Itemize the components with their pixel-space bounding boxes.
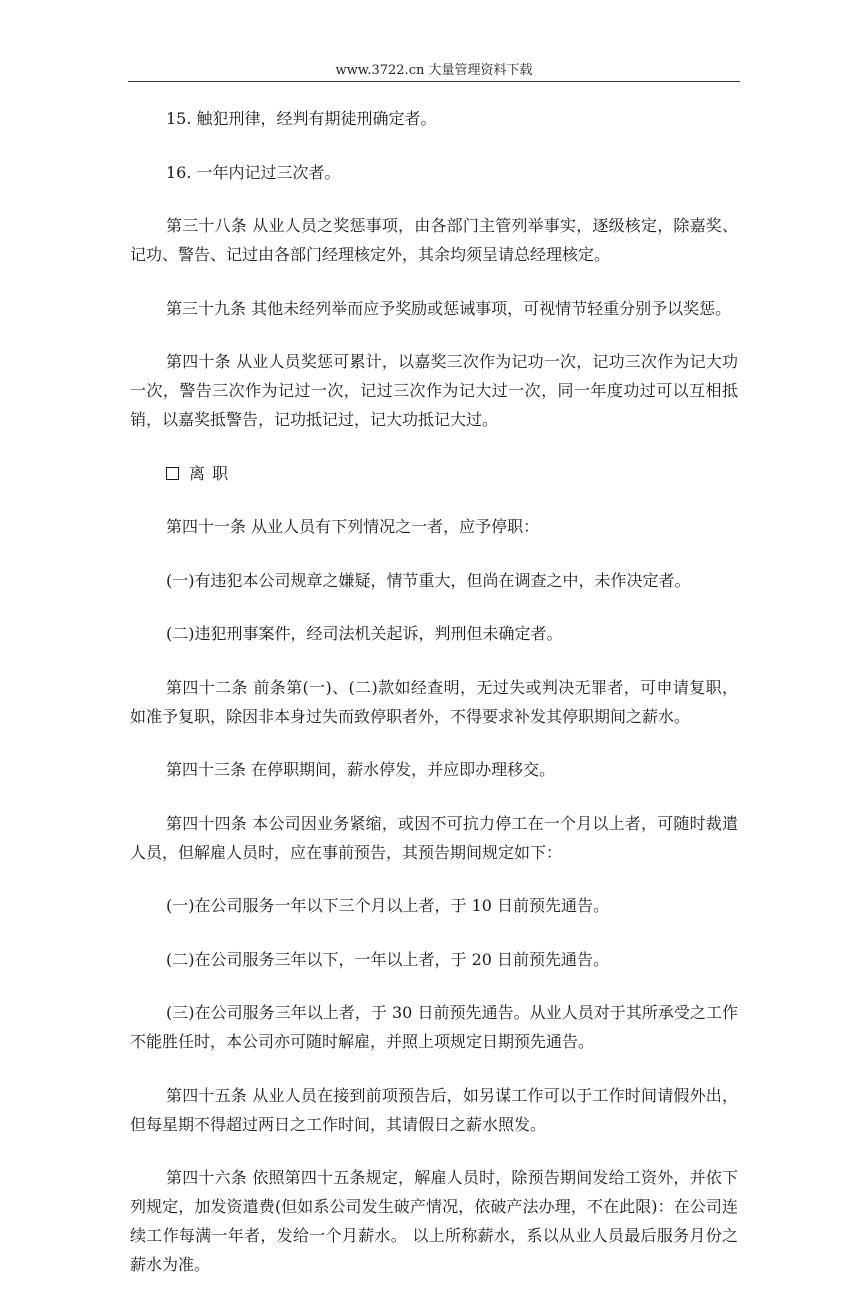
paragraph: 第四十二条 前条第(一)、(二)款如经查明，无过失或判决无罪者，可申请复职，如准予复职，除因非本身过失而致停职者外，不得要求补发其停职期间之薪水。: [130, 677, 738, 726]
paragraph: 16. 一年内记过三次者。: [166, 162, 341, 182]
page-header: [128, 62, 740, 82]
document-body: [130, 104, 738, 1304]
paragraph: 第三十九条 其他未经列举而应予奖励或惩诫事项，可视情节轻重分别予以奖惩。: [166, 298, 732, 318]
paragraph: 第四十五条 从业人员在接到前项预告后，如另谋工作可以于工作时间请假外出，但每星期不得超过两日之工作时间，其请假日之薪水照发。: [130, 1085, 738, 1134]
paragraph: 第四十条 从业人员奖惩可累计，以嘉奖三次作为记功一次，记功三次作为记大功一次，警告三次作为记过一次，记过三次作为记大过一次，同一年度功过可以互相抵销，以嘉奖抵警告，记功抵记过，记大功抵记大过。: [130, 352, 738, 429]
paragraph: 第四十四条 本公司因业务紧缩，或因不可抗力停工在一个月以上者，可随时裁遣人员，但解雇人员时，应在事前预告，其预告期间规定如下：: [130, 813, 738, 862]
paragraph: 第四十一条 从业人员有下列情况之一者，应予停职：: [166, 517, 540, 536]
checkbox-square-icon: [166, 467, 179, 480]
paragraph: 第四十三条 在停职期间，薪水停发，并应即办理移交。: [166, 760, 556, 779]
paragraph: 15. 触犯刑律，经判有期徒刑确定者。: [166, 109, 437, 128]
paragraph: (三)在公司服务三年以上者，于 30 日前预先通告。从业人员对于其所承受之工作不能胜任时，本公司亦可随时解雇，并照上项规定日期预先通告。: [130, 1003, 738, 1051]
header-divider: [128, 81, 740, 82]
paragraph: 第四十六条 依照第四十五条规定，解雇人员时，除预告期间发给工资外，并依下列规定，加发资遣费(但如系公司发生破产情况，依破产法办理，不在此限)：在公司连续工作每满一年者，发给一个月薪水。 以上所称薪水，系以从业人员最后服务月份之薪水为准。: [130, 1168, 738, 1274]
header-text: www.3722.cn 大量管理资料下载: [335, 63, 533, 78]
section-title: 离 职: [189, 463, 230, 483]
paragraph: (二)在公司服务三年以下，一年以上者，于 20 日前预先通告。: [166, 949, 610, 969]
paragraph: 第三十八条 从业人员之奖惩事项，由各部门主管列举事实，逐级核定，除嘉奖、记功、警告、记过由各部门经理核定外，其余均须呈请总经理核定。: [130, 216, 738, 264]
paragraph: (二)违犯刑事案件，经司法机关起诉，判刑但未确定者。: [166, 624, 563, 643]
section-heading: [130, 459, 738, 488]
paragraph: (一)在公司服务一年以下三个月以上者，于 10 日前预先通告。: [166, 896, 610, 915]
paragraph: (一)有违犯本公司规章之嫌疑，情节重大，但尚在调查之中，未作决定者。: [166, 570, 691, 590]
